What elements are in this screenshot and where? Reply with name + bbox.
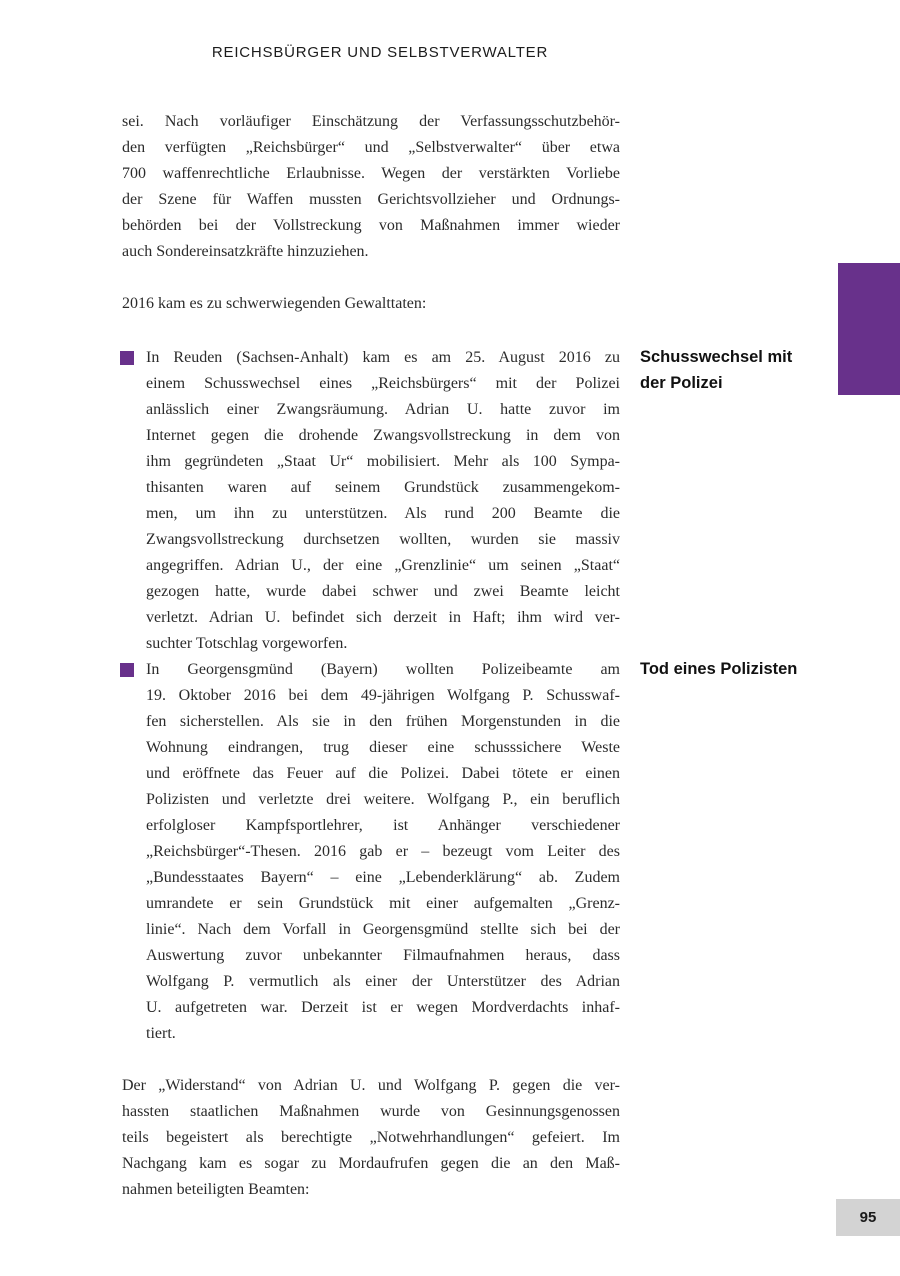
text-line: suchter Totschlag vorgeworfen. bbox=[146, 635, 348, 652]
page-number-badge bbox=[836, 1199, 900, 1236]
text-line: thisanten waren auf seinem Grundstück zusammengekom- bbox=[146, 479, 620, 496]
text-line: Schusswechsel mit bbox=[640, 348, 793, 366]
text-line: Internet gegen die drohende Zwangsvollstreckung in dem von bbox=[146, 427, 620, 444]
text-line: „Reichsbürger“-Thesen. 2016 gab er – bezeugt vom Leiter des bbox=[146, 843, 620, 860]
paragraph bbox=[122, 109, 620, 265]
text-line: gezogen hatte, wurde dabei schwer und zwei Beamte leicht bbox=[146, 583, 620, 600]
page-number: 95 bbox=[859, 1209, 877, 1226]
text-line: behörden bei der Vollstreckung von Maßnahmen immer wieder bbox=[122, 217, 620, 234]
text-line: 2016 kam es zu schwerwiegenden Gewalttaten: bbox=[122, 295, 427, 312]
running-header: REICHSBÜRGER UND SELBSTVERWALTER bbox=[211, 44, 549, 61]
text-line: 700 waffenrechtliche Erlaubnisse. Wegen der verstärkten Vorliebe bbox=[122, 165, 620, 182]
text-line: teils begeistert als berechtigte „Notwehrhandlungen“ gefeiert. Im bbox=[122, 1129, 620, 1146]
text-line: „Bundesstaates Bayern“ – eine „Lebenderklärung“ ab. Zudem bbox=[146, 869, 620, 886]
text-line: den verfügten „Reichsbürger“ und „Selbstverwalter“ über etwa bbox=[122, 139, 620, 156]
text-line: Tod eines Polizisten bbox=[640, 660, 798, 678]
text-line: nahmen beteiligten Beamten: bbox=[122, 1181, 310, 1198]
text-line: umrandete er sein Grundstück mit einer aufgemalten „Grenz- bbox=[146, 895, 620, 912]
list-item bbox=[122, 345, 620, 657]
text-line: fen sicherstellen. Als sie in den frühen Morgenstunden in die bbox=[146, 713, 620, 730]
text-line: Polizisten und verletzte drei weitere. Wolfgang P., ein beruflich bbox=[146, 791, 620, 808]
text-line: der Polizei bbox=[640, 374, 723, 392]
text-line: Wolfgang P. vermutlich als einer der Unterstützer des Adrian bbox=[146, 973, 620, 990]
text-line: tiert. bbox=[146, 1025, 176, 1042]
body-column bbox=[122, 109, 620, 1203]
bullet-square-icon bbox=[120, 663, 134, 677]
chapter-accent-bar bbox=[838, 263, 900, 395]
text-line: U. aufgetreten war. Derzeit ist er wegen Mordverdachts inhaf- bbox=[146, 999, 620, 1016]
margin-note bbox=[640, 656, 820, 682]
bullet-list bbox=[122, 345, 620, 1047]
text-line: verletzt. Adrian U. befindet sich derzeit in Haft; ihm wird ver- bbox=[146, 609, 620, 626]
text-line: und eröffnete das Feuer auf die Polizei. Dabei tötete er einen bbox=[146, 765, 620, 782]
text-line: sei. Nach vorläufiger Einschätzung der Verfassungsschutzbehör- bbox=[122, 113, 620, 130]
list-item-text bbox=[146, 657, 620, 1047]
paragraph bbox=[122, 291, 620, 317]
text-line: ihm gegründeten „Staat Ur“ mobilisiert. Mehr als 100 Sympa- bbox=[146, 453, 620, 470]
text-line: Nachgang kam es sogar zu Mordaufrufen gegen die an den Maß- bbox=[122, 1155, 620, 1172]
text-line: hassten staatlichen Maßnahmen wurde von Gesinnungsgenossen bbox=[122, 1103, 620, 1120]
text-line: angegriffen. Adrian U., der eine „Grenzlinie“ um seinen „Staat“ bbox=[146, 557, 620, 574]
text-line: men, um ihn zu unterstützen. Als rund 200 Beamte die bbox=[146, 505, 620, 522]
text-line: anlässlich einer Zwangsräumung. Adrian U. hatte zuvor im bbox=[146, 401, 620, 418]
text-line: erfolgloser Kampfsportlehrer, ist Anhänger verschiedener bbox=[146, 817, 620, 834]
margin-note bbox=[640, 344, 820, 396]
bullet-square-icon bbox=[120, 351, 134, 365]
text-line: Zwangsvollstreckung durchsetzen wollten, wurden sie massiv bbox=[146, 531, 620, 548]
text-line: In Georgensgmünd (Bayern) wollten Polizeibeamte am bbox=[146, 661, 620, 678]
text-line: linie“. Nach dem Vorfall in Georgensgmünd stellte sich bei der bbox=[146, 921, 620, 938]
text-line: In Reuden (Sachsen-Anhalt) kam es am 25. August 2016 zu bbox=[146, 349, 620, 366]
text-line: einem Schusswechsel eines „Reichsbürgers“ mit der Polizei bbox=[146, 375, 620, 392]
text-line: 19. Oktober 2016 bei dem 49-jährigen Wolfgang P. Schusswaf- bbox=[146, 687, 620, 704]
text-line: der Szene für Waffen mussten Gerichtsvollzieher und Ordnungs- bbox=[122, 191, 620, 208]
text-line: Wohnung eindrangen, trug dieser eine schusssichere Weste bbox=[146, 739, 620, 756]
text-line: auch Sondereinsatzkräfte hinzuziehen. bbox=[122, 243, 369, 260]
list-item bbox=[122, 657, 620, 1047]
paragraph bbox=[122, 1073, 620, 1203]
list-item-text bbox=[146, 345, 620, 657]
text-line: Der „Widerstand“ von Adrian U. und Wolfgang P. gegen die ver- bbox=[122, 1077, 620, 1094]
text-line: Auswertung zuvor unbekannter Filmaufnahmen heraus, dass bbox=[146, 947, 620, 964]
